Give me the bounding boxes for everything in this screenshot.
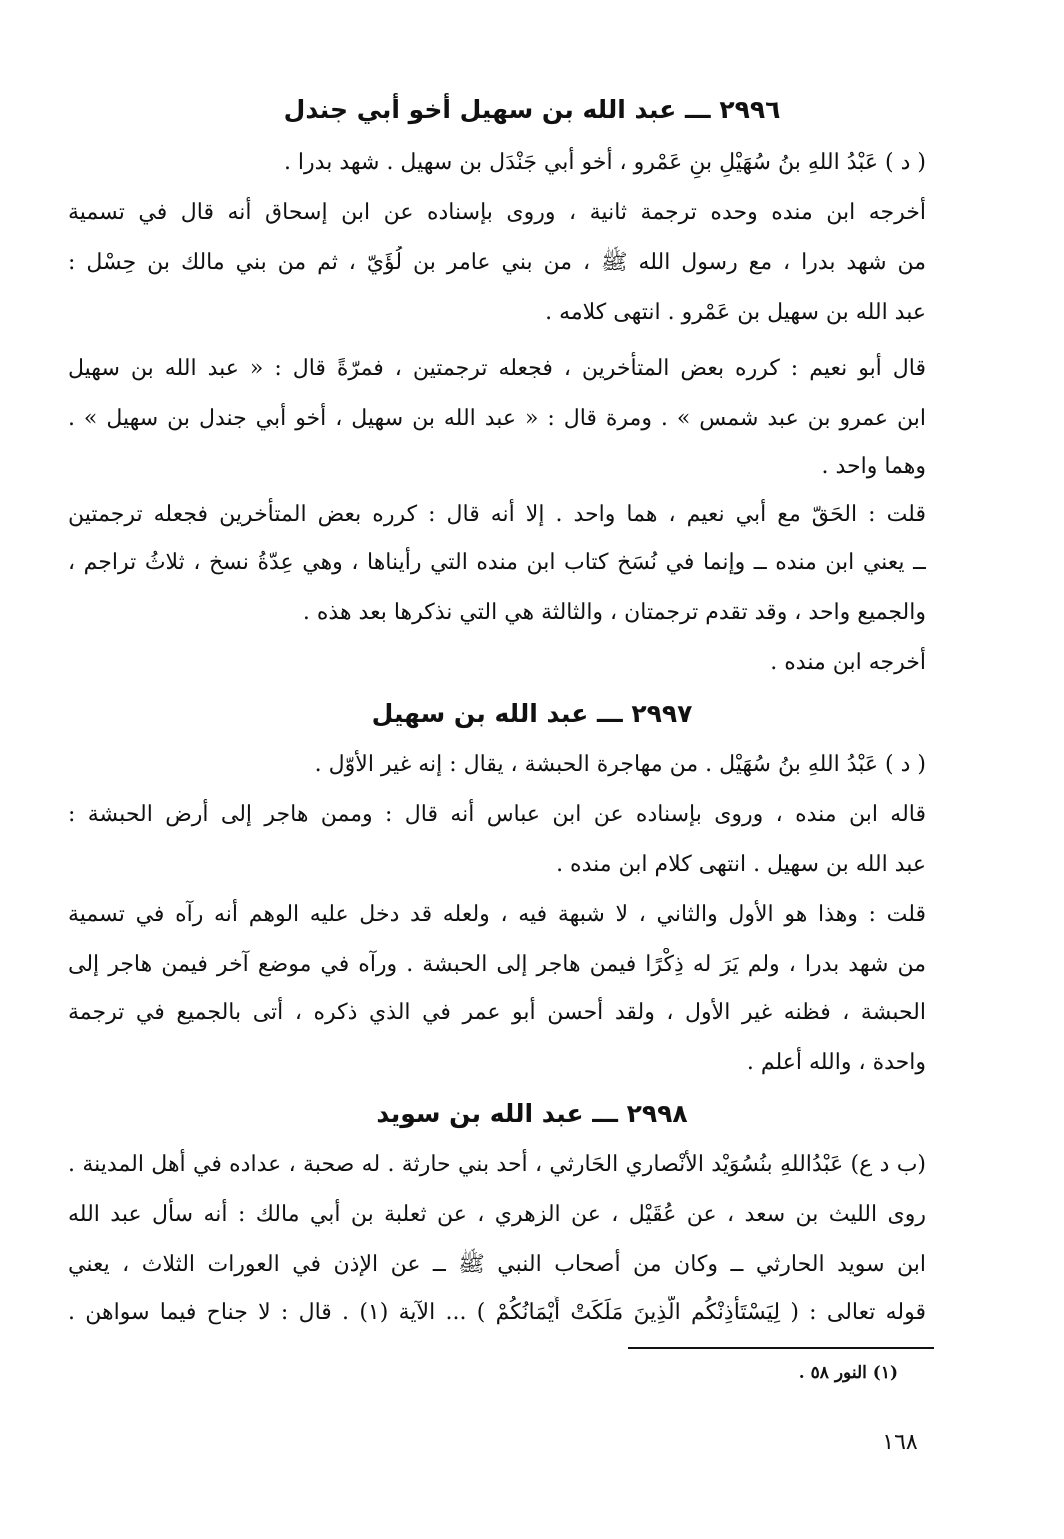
text-line: (ب د ع) عَبْدُاللهِ بنُسُوَيْد الأنْصاري الحَارثي ، أحد بني حارثة . له صحبة ، عداده في أهل المدينة . [68,1152,926,1177]
text-line: عبد الله بن سهيل . انتهى كلام ابن منده . [556,852,926,877]
footnote: (١) النور ٥٨ . [798,1363,898,1383]
text-line: قلت : الحَقّ مع أبي نعيم ، هما واحد . إلا أنه قال : كرره بعض المتأخرين فجعله ترجمتين [68,502,926,527]
text-line: ( د ) عَبْدُ اللهِ بنُ سُهَيْل . من مهاجرة الحبشة ، يقال : إنه غير الأوّل . [314,752,926,777]
text-line: أخرجه ابن منده . [770,650,926,675]
text-line: ــ يعني ابن منده ــ وإنما في نُسَخ كتاب ابن منده التي رأيناها ، وهي عِدّةُ نسخ ، ثلاثُ تراجم ، [68,550,926,575]
text-line: الحبشة ، فظنه غير الأول ، ولقد أحسن أبو عمر في الذي ذكره ، أتى بالجميع في ترجمة [68,1000,926,1025]
text-line: من شهد بدرا ، مع رسول الله ﷺ ، من بني عامر بن لُؤَيّ ، ثم من بني مالك بن حِسْل : [68,250,926,275]
text-line: وهما واحد . [821,454,926,479]
text-line: من شهد بدرا ، ولم يَرَ له ذِكْرًا فيمن هاجر إلى الحبشة . ورآه في موضع آخر فيمن هاجر إلى [68,952,926,977]
entry-heading-2997: ٢٩٩٧ ـــ عبد الله بن سهيل [371,699,693,728]
footnote-divider [628,1347,934,1349]
text-line: روى الليث بن سعد ، عن عُقَيْل ، عن الزهري ، عن ثعلبة بن أبي مالك : أنه سأل عبد الله [68,1202,926,1227]
text-line: واحدة ، والله أعلم . [746,1050,926,1075]
text-line: ( د ) عَبْدُ اللهِ بنُ سُهَيْلِ بنِ عَمْرو ، أخو أبي جَنْدَل بن سهيل . شهد بدرا . [283,150,926,175]
text-line: ابن سويد الحارثي ــ وكان من أصحاب النبي ﷺ ــ عن الإذن في العورات الثلاث ، يعني [68,1252,926,1277]
text-line: قال أبو نعيم : كرره بعض المتأخرين ، فجعله ترجمتين ، فمرّةً قال : « عبد الله بن سهيل [68,356,926,381]
text-line: قلت : وهذا هو الأول والثاني ، لا شبهة فيه ، ولعله قد دخل عليه الوهم أنه رآه في تسمية [68,902,926,927]
text-line: عبد الله بن سهيل بن عَمْرو . انتهى كلامه . [545,300,926,325]
page-number: ١٦٨ [882,1430,918,1455]
text-line: قاله ابن منده ، وروى بإسناده عن ابن عباس أنه قال : وممن هاجر إلى أرض الحبشة : [68,802,926,827]
entry-heading-2996: ٢٩٩٦ ـــ عبد الله بن سهيل أخو أبي جندل [283,95,781,124]
text-line: والجميع واحد ، وقد تقدم ترجمتان ، والثالثة هي التي نذكرها بعد هذه . [302,600,926,625]
text-line: قوله تعالى : ( لِيَسْتَأْذِنْكُم الَّذِينَ مَلَكَتْ أَيْمَانُكُمْ ) ... الآية (١) . قال : لا جناح فيما سواهن . [68,1300,926,1325]
entry-heading-2998: ٢٩٩٨ ـــ عبد الله بن سويد [376,1099,688,1128]
text-line: ابن عمرو بن عبد شمس » . ومرة قال : « عبد الله بن سهيل ، أخو أبي جندل بن سهيل » . [68,406,926,431]
text-line: أخرجه ابن منده وحده ترجمة ثانية ، وروى بإسناده عن ابن إسحاق أنه قال في تسمية [68,200,926,225]
